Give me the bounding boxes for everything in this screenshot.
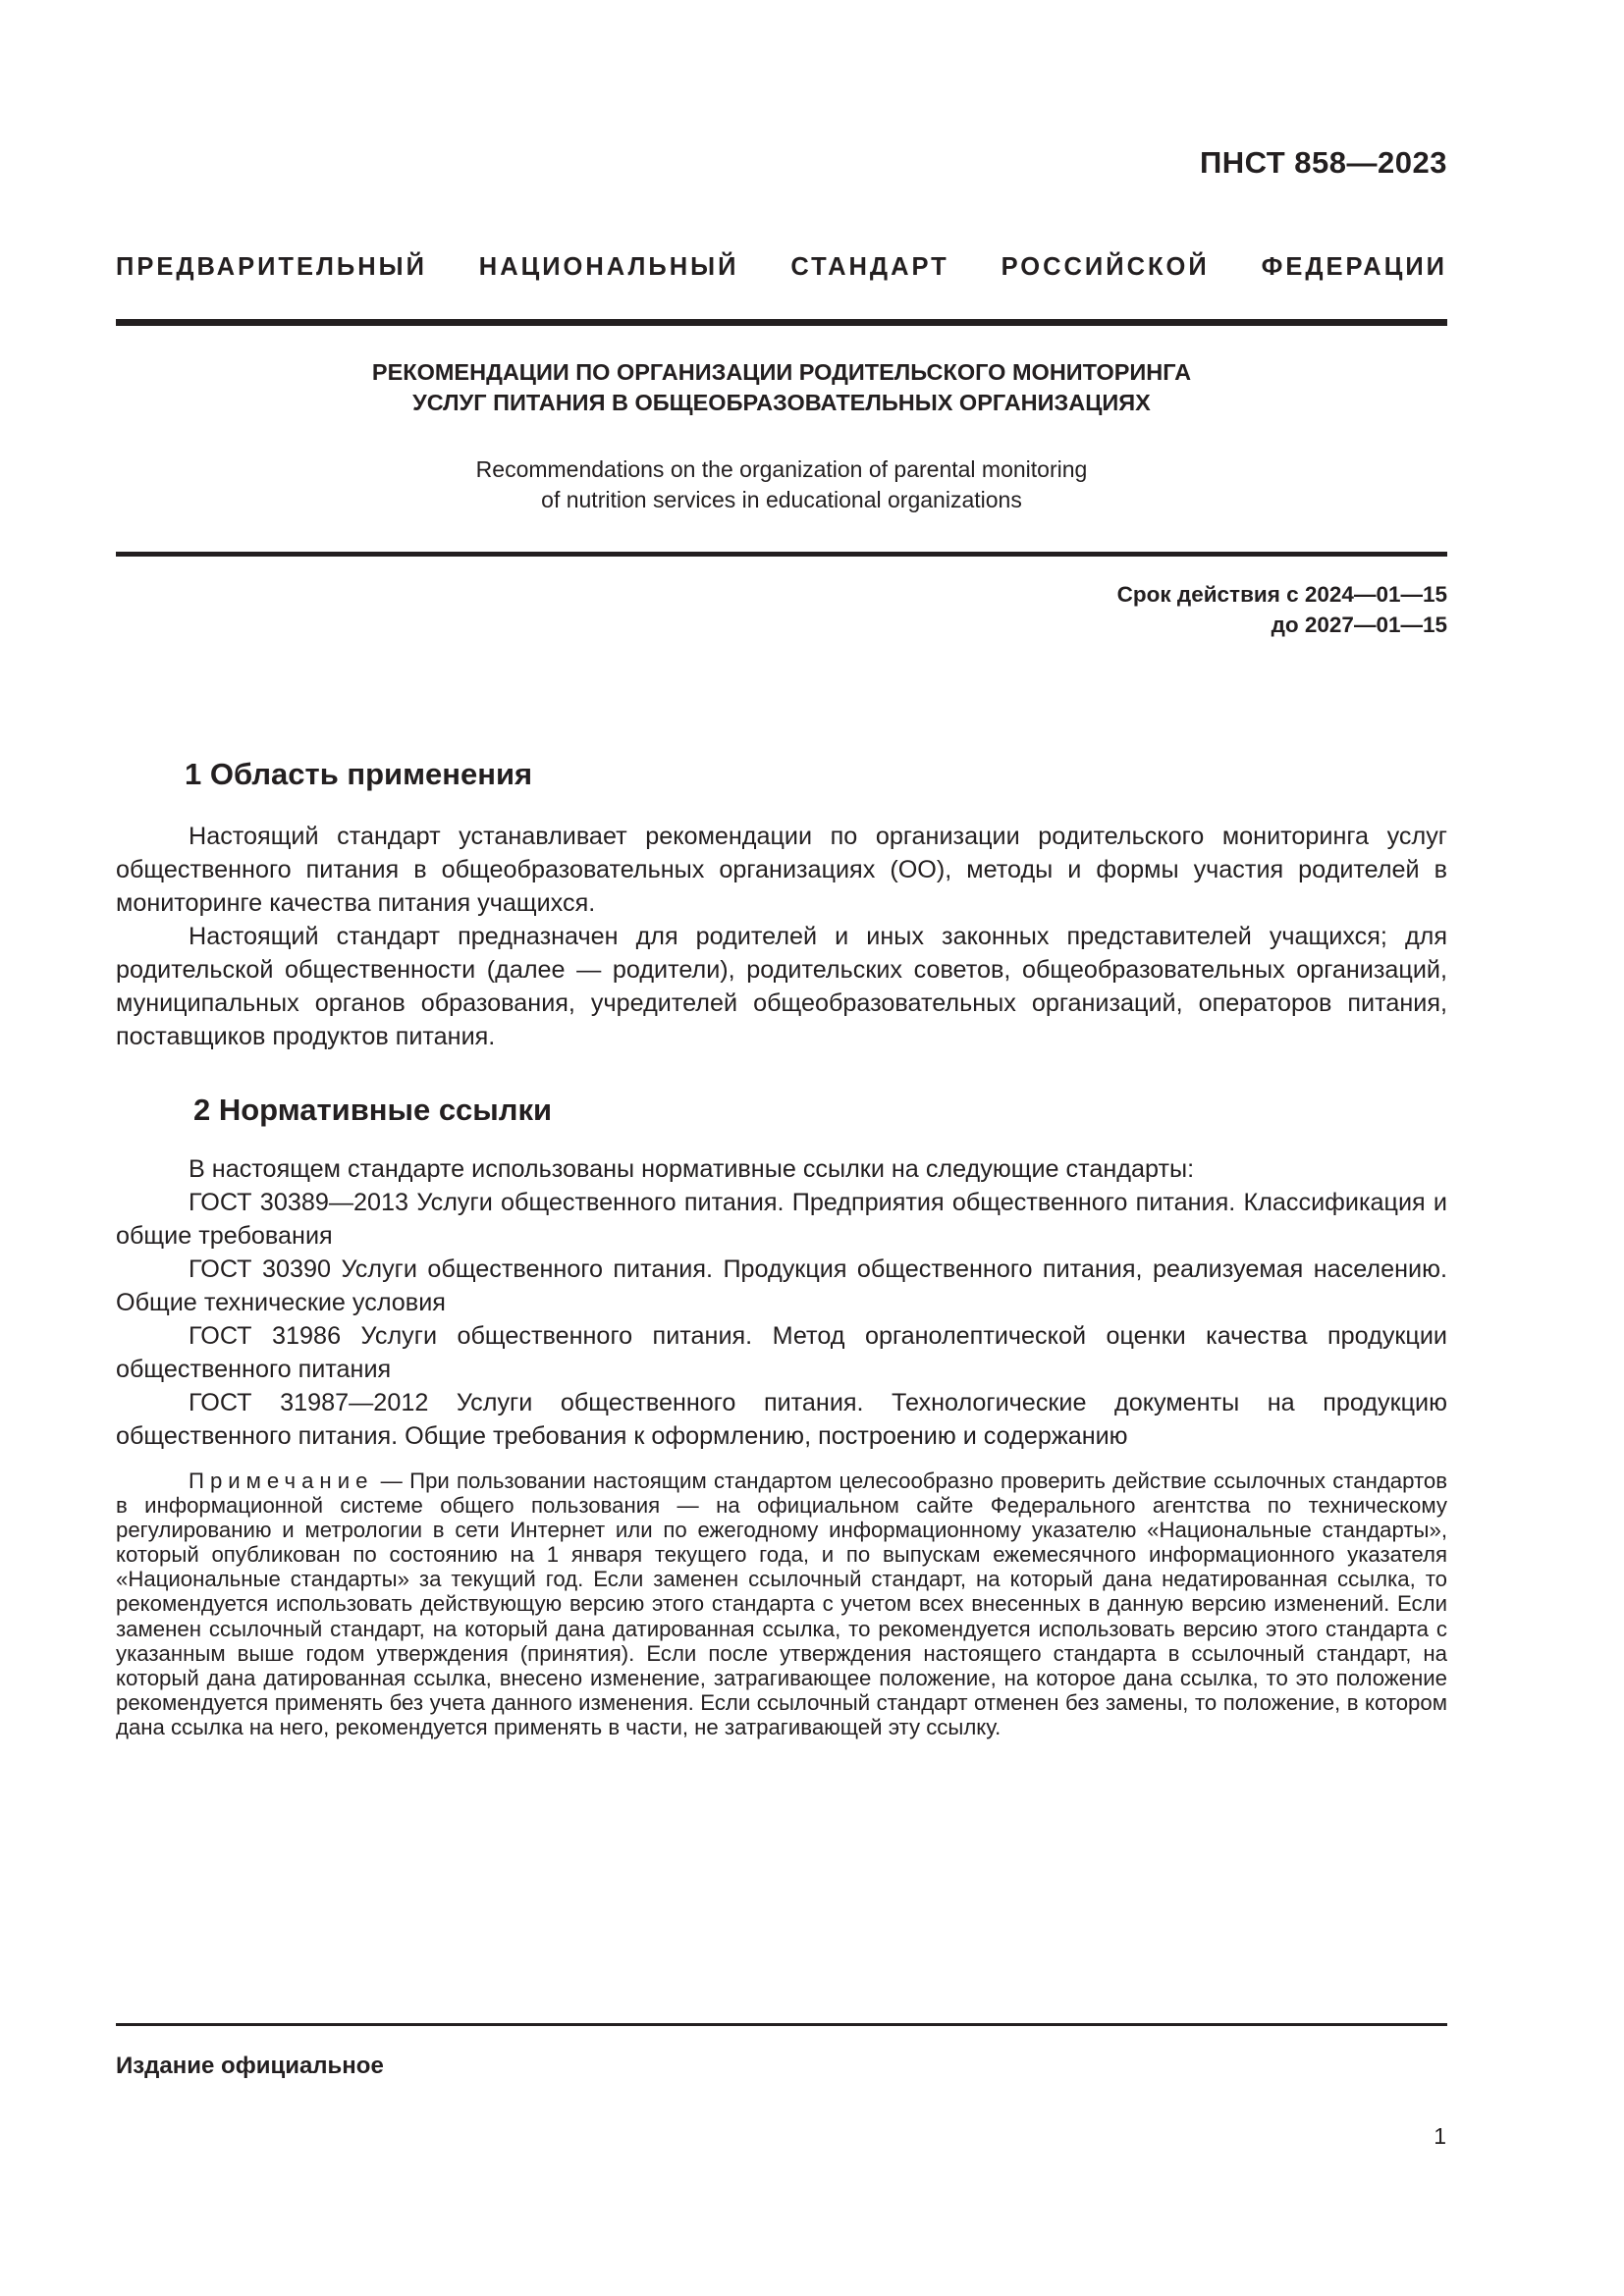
validity-from: Срок действия с 2024—01—15 [1116, 582, 1447, 607]
section-1-heading: 1 Область применения [185, 757, 533, 791]
title-ru-line-1: РЕКОМЕНДАЦИИ ПО ОРГАНИЗАЦИИ РОДИТЕЛЬСКОГО МОНИТОРИНГА [371, 359, 1192, 385]
standard-type-heading: ПРЕДВАРИТЕЛЬНЫЙ НАЦИОНАЛЬНЫЙ СТАНДАРТ РОССИЙСКОЙ ФЕДЕРАЦИИ [116, 253, 1447, 281]
paragraph: Настоящий стандарт устанавливает рекомендации по организации родительского мониторинга услуг общественного питания в общеобразовательных организациях (ОО), методы и формы участия родителей в мониторинге качества питания учащихся. [116, 823, 1447, 917]
title-divider [116, 552, 1447, 557]
paragraph: Настоящий стандарт предназначен для родителей и иных законных представителей учащихся; для родительской общественности (далее — родители), родительских советов, общеобразовательных организаций, муниципальных органов образования, учредителей общеобразовательных организаций, операторов питания, поставщиков продуктов питания. [116, 923, 1447, 1050]
title-en-line-1: Recommendations on the organization of parental monitoring [475, 456, 1088, 482]
page-number: 1 [1434, 2123, 1446, 2149]
official-edition-label: Издание официальное [116, 2053, 384, 2079]
reference-item: ГОСТ 31987—2012 Услуги общественного питания. Технологические документы на продукцию общественного питания. Общие требования к оформлению, построению и содержанию [116, 1389, 1447, 1450]
note-text: — При пользовании настоящим стандартом целесообразно проверить действие ссылочных стандартов в информационной системе общего пользования — на официальном сайте Федерального агентства по техническому регулированию и метрологии в сети Интернет или по ежегодному информационному указателю «Национальные стандарты», который опубликован по состоянию на 1 января текущего года, и по выпускам ежемесячного информационного указателя «Национальные стандарты» за текущий год. Если заменен ссылочный стандарт, на который дана недатированная ссылка, то рекомендуется использовать действующую версию этого стандарта с учетом всех внесенных в данную версию изменений. Если заменен ссылочный стандарт, на который дана датированная ссылка, то рекомендуется использовать версию этого стандарта с указанным выше годом утверждения (принятия). Если после утверждения настоящего стандарта в ссылочный стандарт, на который дана датированная ссылка, внесено изменение, затрагивающее положение, на которое дана ссылка, то это положение рекомендуется применять без учета данного изменения. Если ссылочный стандарт отменен без замены, то положение, в котором дана ссылка на него, рекомендуется применять в части, не затрагивающей эту ссылку. [116, 1468, 1447, 1739]
document-title-ru [116, 357, 1447, 418]
title-en-line-2: of nutrition services in educational organizations [541, 487, 1022, 512]
reference-item: ГОСТ 30390 Услуги общественного питания. Продукция общественного питания, реализуемая населению. Общие технические условия [116, 1255, 1447, 1316]
section-1-body [116, 820, 1447, 1053]
note-block [116, 1468, 1447, 1739]
validity-to: до 2027—01—15 [1271, 613, 1447, 637]
paragraph: В настоящем стандарте использованы нормативные ссылки на следующие стандарты: [189, 1155, 1195, 1183]
footer-divider [116, 2023, 1447, 2026]
document-code: ПНСТ 858—2023 [1199, 145, 1447, 180]
note-label: Примечание [189, 1468, 374, 1493]
section-2-body [116, 1152, 1447, 1453]
header-divider [116, 319, 1447, 326]
section-2-heading: 2 Нормативные ссылки [193, 1093, 553, 1127]
reference-item: ГОСТ 30389—2013 Услуги общественного питания. Предприятия общественного питания. Классификация и общие требования [116, 1189, 1447, 1250]
title-ru-line-2: УСЛУГ ПИТАНИЯ В ОБЩЕОБРАЗОВАТЕЛЬНЫХ ОРГАНИЗАЦИЯХ [412, 390, 1151, 415]
document-title-en [116, 454, 1447, 515]
reference-item: ГОСТ 31986 Услуги общественного питания. Метод органолептической оценки качества продукции общественного питания [116, 1322, 1447, 1383]
validity-period [1117, 579, 1447, 640]
